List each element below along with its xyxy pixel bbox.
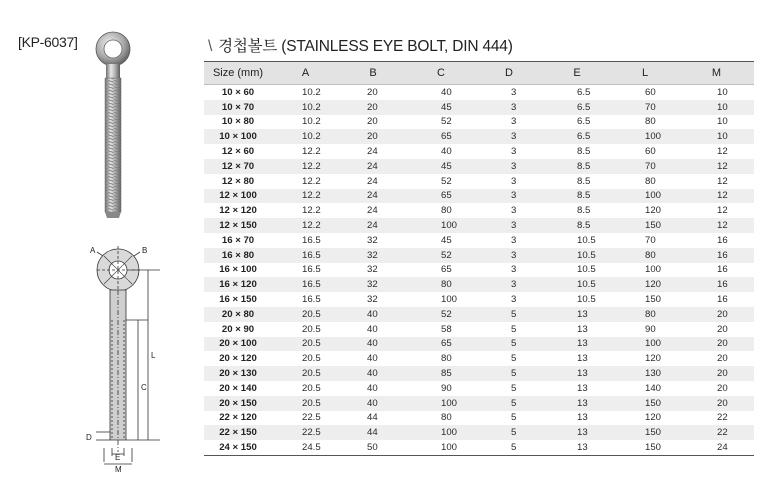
table-cell: 65	[407, 129, 475, 144]
table-cell: 16.5	[272, 248, 339, 263]
table-cell: 16.5	[302, 264, 321, 276]
table-cell: 100	[441, 294, 458, 306]
table-cell: 10.2	[302, 116, 321, 128]
table-cell: 16	[679, 248, 754, 263]
cell-size: 20 × 80	[204, 307, 272, 322]
table-row	[204, 440, 754, 455]
title-mark: \	[208, 38, 213, 55]
table-cell: 20.5	[272, 366, 339, 381]
table-cell: 16	[679, 277, 754, 292]
table-cell: 80	[441, 353, 452, 365]
table-cell: 13	[577, 353, 588, 365]
table-cell: 10	[717, 116, 728, 128]
table-cell: 8.5	[577, 175, 591, 187]
table-cell: 58	[441, 323, 452, 335]
table-cell: 40	[367, 323, 378, 335]
table-cell: 150	[611, 440, 679, 455]
cell-size: 12 × 100	[204, 189, 272, 204]
table-cell: 100	[407, 425, 475, 440]
label-d: D	[86, 433, 92, 442]
col-header-d: D	[475, 62, 543, 85]
col-header-c: C	[407, 62, 475, 85]
label-l: L	[151, 351, 156, 360]
table-row	[204, 277, 754, 292]
table-cell: 6.5	[543, 100, 611, 115]
table-cell: 40	[339, 366, 407, 381]
table-row	[204, 381, 754, 396]
table-cell: 32	[367, 294, 378, 306]
table-cell: 20	[339, 100, 407, 115]
cell-size: 10 × 60	[221, 86, 255, 98]
table-cell: 12	[717, 146, 728, 158]
table-cell: 32	[367, 234, 378, 246]
table-cell: 5	[511, 353, 517, 365]
table-row	[204, 396, 754, 411]
table-row	[204, 425, 754, 440]
table-cell: 20	[339, 129, 407, 144]
col-header-size: Size (mm)	[204, 62, 272, 85]
cell-size: 12 × 60	[221, 146, 255, 158]
table-cell: 45	[407, 100, 475, 115]
cell-size: 22 × 120	[219, 412, 257, 424]
table-cell: 5	[475, 337, 543, 352]
table-cell: 80	[645, 175, 656, 187]
col-header-a: A	[272, 62, 339, 85]
table-cell: 5	[475, 307, 543, 322]
table-cell: 5	[475, 425, 543, 440]
table-cell: 12.2	[302, 175, 321, 187]
table-row	[204, 263, 754, 278]
cell-size: 16 × 100	[219, 264, 257, 276]
table-cell: 20	[367, 116, 378, 128]
table-cell: 120	[645, 205, 662, 217]
cell-size: 16 × 150	[219, 294, 257, 306]
table-row	[204, 85, 754, 100]
table-cell: 44	[367, 412, 378, 424]
table-cell: 20	[367, 86, 378, 98]
label-m: M	[115, 465, 122, 474]
table-cell: 22	[717, 412, 728, 424]
table-cell: 32	[339, 277, 407, 292]
table-cell: 24.5	[272, 440, 339, 455]
table-cell: 100	[407, 218, 475, 233]
table-cell: 20	[717, 353, 728, 365]
table-header-row	[204, 62, 754, 85]
table-cell: 140	[645, 382, 662, 394]
table-cell: 10.2	[272, 100, 339, 115]
table-cell: 13	[577, 323, 588, 335]
table-cell: 8.5	[577, 146, 591, 158]
table-row	[204, 248, 754, 263]
table-cell: 24	[339, 189, 407, 204]
table-cell: 13	[577, 382, 588, 394]
table-cell: 3	[475, 248, 543, 263]
cell-size: 16 × 120	[204, 277, 272, 292]
table-cell: 100	[611, 129, 679, 144]
table-cell: 80	[611, 248, 679, 263]
table-cell: 5	[511, 412, 517, 424]
table-cell: 3	[475, 159, 543, 174]
cell-size: 20 × 100	[204, 337, 272, 352]
table-row	[204, 100, 754, 115]
label-e: E	[115, 453, 121, 462]
table-cell: 12	[717, 175, 728, 187]
table-row	[204, 322, 754, 337]
cell-size: 20 × 90	[221, 323, 255, 335]
table-cell: 120	[645, 412, 662, 424]
cell-size: 16 × 80	[204, 248, 272, 263]
cell-size: 20 × 150	[204, 396, 272, 411]
table-cell: 32	[339, 248, 407, 263]
col-header-m: M	[679, 62, 754, 85]
table-row	[204, 292, 754, 307]
table-cell: 16	[717, 234, 728, 246]
table-cell: 52	[441, 116, 452, 128]
table-cell: 12	[679, 218, 754, 233]
table-cell: 150	[611, 218, 679, 233]
table-cell: 65	[407, 337, 475, 352]
cell-size: 12 × 70	[204, 159, 272, 174]
table-cell: 12	[679, 189, 754, 204]
table-row	[204, 218, 754, 233]
table-cell: 5	[511, 323, 517, 335]
page-title	[208, 34, 513, 56]
table-cell: 120	[611, 277, 679, 292]
table-row	[204, 203, 754, 218]
table-cell: 85	[407, 366, 475, 381]
table-cell: 13	[543, 440, 611, 455]
table-cell: 13	[543, 307, 611, 322]
product-code: [KP-6037]	[18, 34, 78, 50]
cell-size: 12 × 150	[204, 218, 272, 233]
table-cell: 13	[543, 337, 611, 352]
table-cell: 80	[645, 116, 656, 128]
table-cell: 12	[679, 159, 754, 174]
table-cell: 5	[475, 366, 543, 381]
spec-table	[204, 61, 754, 456]
table-row	[204, 174, 754, 189]
table-cell: 20	[679, 337, 754, 352]
table-cell: 8.5	[543, 189, 611, 204]
table-cell: 10.5	[543, 277, 611, 292]
table-cell: 16	[717, 294, 728, 306]
table-row	[204, 129, 754, 144]
table-row	[204, 159, 754, 174]
table-cell: 100	[611, 189, 679, 204]
table-cell: 5	[475, 440, 543, 455]
table-row	[204, 189, 754, 204]
table-cell: 10.5	[577, 234, 596, 246]
table-cell: 20	[717, 382, 728, 394]
table-cell: 5	[475, 396, 543, 411]
table-cell: 13	[543, 396, 611, 411]
table-cell: 50	[339, 440, 407, 455]
table-cell: 20.5	[302, 353, 321, 365]
table-cell: 45	[407, 159, 475, 174]
table-cell: 22	[679, 425, 754, 440]
table-cell: 6.5	[543, 129, 611, 144]
table-cell: 32	[367, 264, 378, 276]
table-cell: 120	[645, 353, 662, 365]
table-cell: 40	[339, 337, 407, 352]
table-cell: 65	[441, 264, 452, 276]
table-cell: 20	[679, 307, 754, 322]
table-cell: 65	[407, 189, 475, 204]
table-cell: 130	[611, 366, 679, 381]
table-cell: 13	[543, 425, 611, 440]
table-cell: 3	[511, 116, 517, 128]
cell-size: 20 × 120	[219, 353, 257, 365]
table-cell: 40	[367, 353, 378, 365]
table-row	[204, 366, 754, 381]
table-cell: 24	[367, 146, 378, 158]
table-cell: 100	[407, 396, 475, 411]
table-cell: 150	[645, 294, 662, 306]
cell-size: 12 × 80	[221, 175, 255, 187]
table-cell: 10.5	[577, 264, 596, 276]
table-cell: 20.5	[302, 382, 321, 394]
table-row	[204, 351, 754, 366]
col-header-l: L	[611, 62, 679, 85]
table-cell: 100	[645, 264, 662, 276]
table-cell: 40	[441, 146, 452, 158]
col-header-e: E	[543, 62, 611, 85]
col-header-b: B	[339, 62, 407, 85]
table-cell: 13	[577, 412, 588, 424]
table-cell: 12.2	[302, 205, 321, 217]
table-cell: 20.5	[272, 307, 339, 322]
table-cell: 10	[679, 129, 754, 144]
table-cell: 150	[611, 396, 679, 411]
table-cell: 16	[717, 264, 728, 276]
table-row	[204, 337, 754, 352]
table-row	[204, 144, 754, 159]
table-cell: 12.2	[272, 218, 339, 233]
table-cell: 10.2	[272, 129, 339, 144]
table-cell: 16.5	[272, 277, 339, 292]
cell-size: 10 × 70	[204, 100, 272, 115]
table-cell: 12.2	[272, 159, 339, 174]
cell-size: 20 × 140	[219, 382, 257, 394]
table-cell: 100	[407, 440, 475, 455]
table-cell: 3	[511, 294, 517, 306]
spec-table-body	[204, 85, 754, 456]
cell-size: 16 × 70	[221, 234, 255, 246]
table-cell: 24	[339, 159, 407, 174]
table-cell: 8.5	[577, 205, 591, 217]
table-cell: 13	[543, 366, 611, 381]
table-cell: 24	[367, 205, 378, 217]
table-cell: 3	[511, 175, 517, 187]
table-cell: 10	[717, 86, 728, 98]
table-cell: 60	[645, 146, 656, 158]
table-cell: 3	[475, 189, 543, 204]
cell-size: 24 × 150	[204, 440, 272, 455]
label-b: B	[142, 246, 148, 255]
cell-size: 20 × 130	[204, 366, 272, 381]
table-cell: 8.5	[543, 159, 611, 174]
table-cell: 80	[441, 205, 452, 217]
table-cell: 45	[441, 234, 452, 246]
table-cell: 80	[611, 307, 679, 322]
table-cell: 52	[407, 248, 475, 263]
table-cell: 3	[511, 86, 517, 98]
table-cell: 3	[475, 129, 543, 144]
table-cell: 3	[475, 100, 543, 115]
label-a: A	[90, 246, 96, 255]
table-cell: 80	[407, 277, 475, 292]
table-cell: 10.5	[577, 294, 596, 306]
table-cell: 20	[679, 366, 754, 381]
table-cell: 100	[611, 337, 679, 352]
table-cell: 20.5	[302, 323, 321, 335]
table-cell: 16.5	[302, 234, 321, 246]
table-cell: 3	[511, 146, 517, 158]
table-cell: 10	[679, 100, 754, 115]
table-cell: 70	[645, 234, 656, 246]
table-cell: 60	[645, 86, 656, 98]
cell-size: 22 × 150	[204, 425, 272, 440]
table-row	[204, 411, 754, 426]
table-cell: 3	[511, 205, 517, 217]
table-cell: 10.2	[302, 86, 321, 98]
table-cell: 16.5	[302, 294, 321, 306]
table-cell: 70	[611, 159, 679, 174]
table-cell: 40	[339, 307, 407, 322]
cell-size: 12 × 120	[219, 205, 257, 217]
table-cell: 6.5	[577, 86, 591, 98]
title-text: 경첩볼트 (STAINLESS EYE BOLT, DIN 444)	[218, 38, 513, 55]
table-cell: 90	[441, 382, 452, 394]
eye-bolt-photo	[96, 32, 130, 218]
table-cell: 80	[441, 412, 452, 424]
cell-size: 10 × 100	[204, 129, 272, 144]
table-cell: 12.2	[272, 189, 339, 204]
table-cell: 24	[339, 218, 407, 233]
table-cell: 5	[511, 382, 517, 394]
eye-bolt-illustration	[0, 20, 200, 482]
cell-size: 10 × 80	[221, 116, 255, 128]
label-c: C	[141, 383, 147, 392]
table-cell: 12.2	[302, 146, 321, 158]
table-cell: 40	[339, 396, 407, 411]
table-cell: 6.5	[577, 116, 591, 128]
table-cell: 90	[645, 323, 656, 335]
table-cell: 3	[475, 277, 543, 292]
table-cell: 3	[511, 234, 517, 246]
table-cell: 3	[511, 264, 517, 276]
table-cell: 24	[367, 175, 378, 187]
table-cell: 22.5	[302, 412, 321, 424]
table-cell: 70	[611, 100, 679, 115]
table-cell: 12	[717, 205, 728, 217]
table-row	[204, 307, 754, 322]
table-cell: 20	[679, 396, 754, 411]
table-row	[204, 233, 754, 248]
table-cell: 150	[611, 425, 679, 440]
table-cell: 20.5	[272, 396, 339, 411]
table-cell: 44	[339, 425, 407, 440]
table-cell: 40	[441, 86, 452, 98]
table-cell: 20.5	[272, 337, 339, 352]
table-cell: 52	[407, 307, 475, 322]
table-row	[204, 115, 754, 130]
table-cell: 10.5	[543, 248, 611, 263]
table-cell: 22.5	[272, 425, 339, 440]
table-cell: 52	[441, 175, 452, 187]
table-cell: 20	[717, 323, 728, 335]
table-cell: 40	[367, 382, 378, 394]
table-cell: 24	[679, 440, 754, 455]
table-cell: 8.5	[543, 218, 611, 233]
table-cell: 3	[475, 218, 543, 233]
